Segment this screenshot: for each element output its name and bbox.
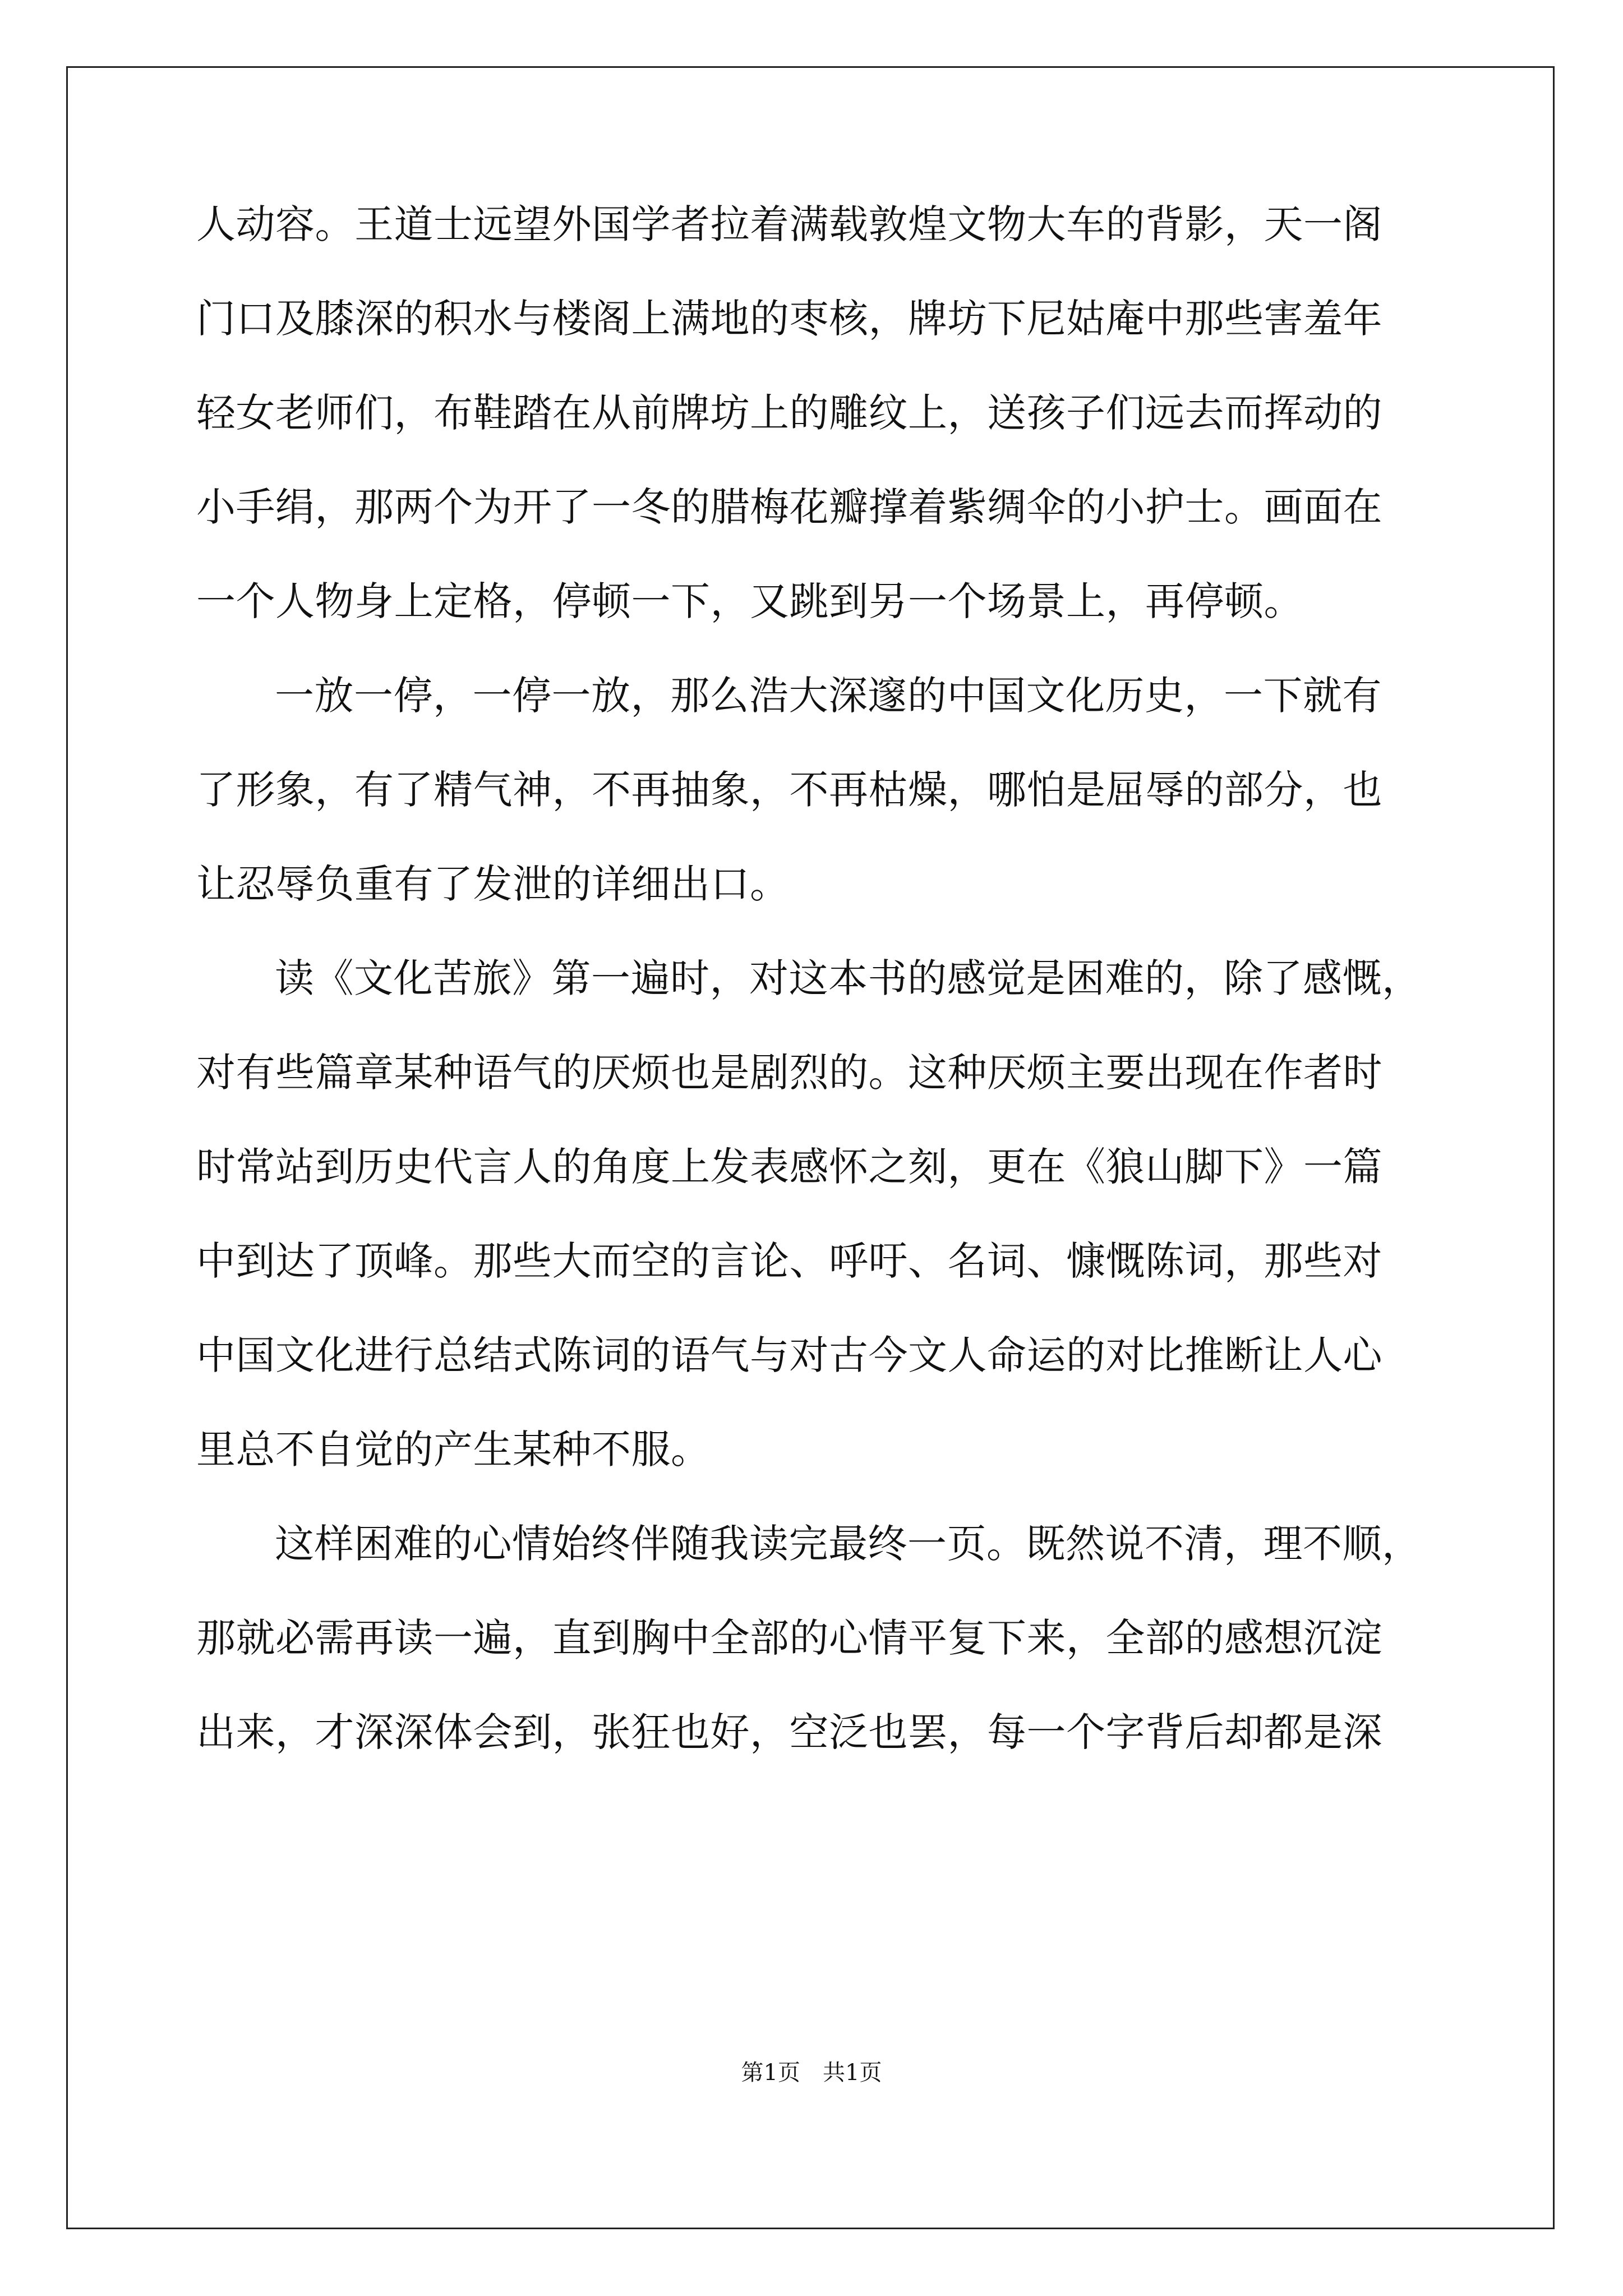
text-line: 中到达了顶峰。那些大而空的言论、呼吁、名词、慷慨陈词，那些对 [196, 1238, 1382, 1284]
paragraph-first-line: 一放一停，一停一放，那么浩大深邃的中国文化历史，一下就有 [275, 673, 1382, 719]
text-line: 里总不自觉的产生某种不服。 [196, 1427, 711, 1473]
text-line: 小手绢，那两个为开了一冬的腊梅花瓣撑着紫绸伞的小护士。画面在 [196, 484, 1382, 530]
text-line: 了形象，有了精气神，不再抽象，不再枯燥，哪怕是屈辱的部分，也 [196, 767, 1382, 813]
text-line: 让忍辱负重有了发泄的详细出口。 [196, 861, 790, 907]
text-line: 一个人物身上定格，停顿一下，又跳到另一个场景上，再停顿。 [196, 578, 1303, 624]
text-line: 对有些篇章某种语气的厌烦也是剧烈的。这种厌烦主要出现在作者时 [196, 1050, 1382, 1096]
text-line: 出来，才深深体会到，张狂也好，空泛也罢，每一个字背后却都是深 [196, 1709, 1382, 1755]
text-line: 时常站到历史代言人的角度上发表感怀之刻，更在《狼山脚下》一篇 [196, 1144, 1382, 1190]
text-line: 人动容。王道士远望外国学者拉着满载敦煌文物大车的背影，天一阁 [196, 201, 1382, 247]
text-line: 门口及膝深的积水与楼阁上满地的枣核，牌坊下尼姑庵中那些害羞年 [196, 296, 1382, 342]
text-line: 那就必需再读一遍，直到胸中全部的心情平复下来，全部的感想沉淀 [196, 1615, 1382, 1661]
paragraph-first-line: 读《文化苦旅》第一遍时，对这本书的感觉是困难的，除了感慨， [275, 955, 1422, 1001]
paragraph-first-line: 这样困难的心情始终伴随我读完最终一页。既然说不清，理不顺， [275, 1521, 1422, 1567]
text-line: 轻女老师们，布鞋踏在从前牌坊上的雕纹上，送孩子们远去而挥动的 [196, 390, 1382, 436]
text-line: 中国文化进行总结式陈词的语气与对古今文人命运的对比推断让人心 [196, 1332, 1382, 1378]
page-number-footer: 第1页 共1页 [741, 2060, 882, 2086]
